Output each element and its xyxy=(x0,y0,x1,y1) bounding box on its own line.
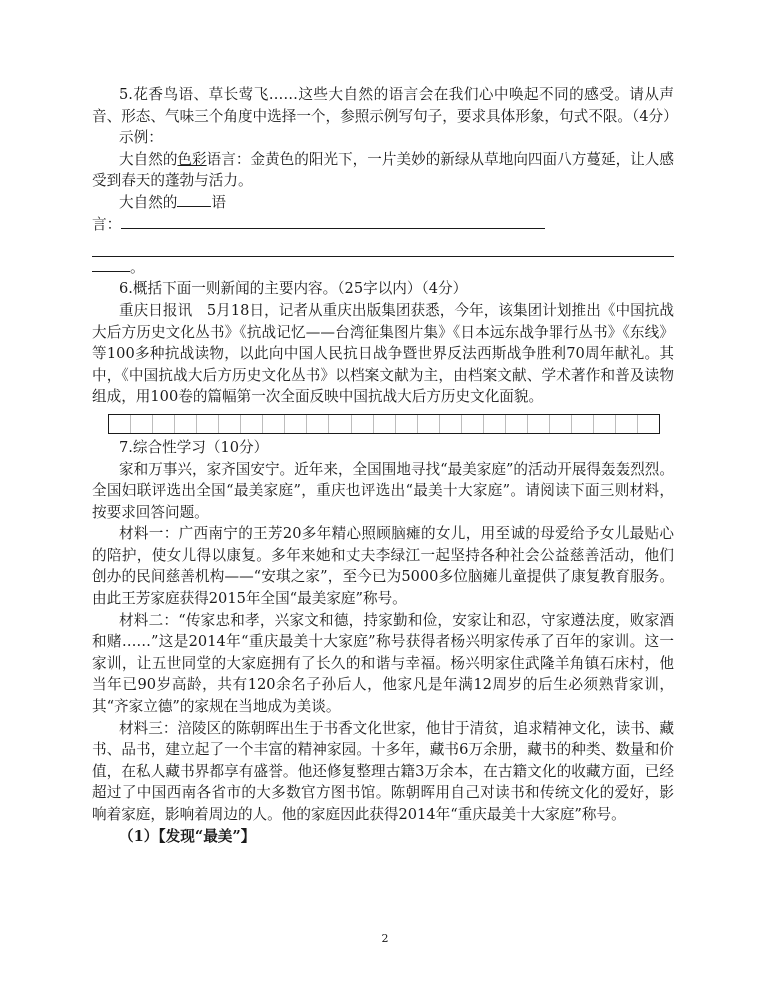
q6-grid-cell[interactable] xyxy=(131,415,153,433)
q5-answer-line1 xyxy=(92,192,674,214)
q6-grid-cell[interactable] xyxy=(352,415,374,433)
q5-answer-line2-text: 言： xyxy=(92,215,122,233)
q7-material-3: 材料三：涪陵区的陈朝晖出生于书香文化世家，他甘于清贫，追求精神文化，读书、藏书、品书，建立起了一个丰富的精神家园。十多年，藏书6万余册，藏书的种类、数量和价值，在私人藏书界都享有盛誉。他还修复整理古籍3万余本，在古籍文化的收藏方面，已经超过了中国西南各省市的大多数官方图书馆。陈朝晖用自己对读书和传统文化的爱好，影响着家庭，影响着周边的人。他的家庭因此获得2014年“重庆最美十大家庭”称号。 xyxy=(92,719,674,823)
q6-grid-cell[interactable] xyxy=(285,415,307,433)
q5-answer-blank-long[interactable] xyxy=(121,214,545,229)
q5-stem: 5.花香鸟语、草长莺飞……这些大自然的语言会在我们心中唤起不同的感受。请从声音、形态、气味三个角度中选择一个，参照示例写句子，要求具体形象，句式不限。（4分） xyxy=(92,86,678,125)
page-number: 2 xyxy=(381,932,389,945)
q7-stem: 7.综合性学习（10分） xyxy=(119,438,269,456)
q7-material-1: 材料一：广西南宁的王芳20多年精心照顾脑瘫的女儿，用至诚的母爱给予女儿最贴心的陪护，使女儿得以康复。多年来她和丈夫李绿江一起坚持各种社会公益慈善活动，他们创办的民间慈善机构——“安琪之家”，至今已为5000多位脑瘫儿童提供了康复教育服务。由此王芳家庭获得2015年全国“最美家庭”称号。 xyxy=(92,525,674,608)
q6-answer-grid[interactable] xyxy=(108,414,660,434)
q6-news: 重庆日报讯 5月18日，记者从重庆出版集团获悉，今年，该集团计划推出《中国抗战大后方历史文化丛书》《抗战记忆——台湾征集图片集》《日本远东战争罪行丛书》《东线》等100多种抗战读物，以此向中国人民抗日战争暨世界反法西斯战争胜利70周年献礼。其中，《中国抗战大后方历史文化丛书》以档案文献为主，由档案文献、学术著作和普及读物组成，用100卷的篇幅第一次全面反映中国抗战大后方历史文化面貌。 xyxy=(92,301,674,406)
q6-grid-cell[interactable] xyxy=(219,415,241,433)
q6-grid-cell[interactable] xyxy=(440,415,462,433)
q5-example xyxy=(92,149,674,192)
q5-example-keyword: 色彩 xyxy=(177,150,207,168)
q6-grid-cell[interactable] xyxy=(638,415,659,433)
q5-answer-line2 xyxy=(92,214,674,236)
q6-grid-cell[interactable] xyxy=(462,415,484,433)
q6-grid-cell[interactable] xyxy=(418,415,440,433)
q6-grid-cell[interactable] xyxy=(594,415,616,433)
q6-grid-cell[interactable] xyxy=(109,415,131,433)
q6-grid-cell[interactable] xyxy=(550,415,572,433)
q6-grid-cell[interactable] xyxy=(241,415,263,433)
q6-stem: 6.概括下面一则新闻的主要内容。（25字以内）（4分） xyxy=(119,280,468,298)
q5-example-rest: 语言：金黄色的阳光下，一片美妙的新绿从草地向四面八方蔓延，让人感受到春天的蓬勃与活力。 xyxy=(92,150,674,190)
q6-grid-cell[interactable] xyxy=(263,415,285,433)
q6-grid-cell[interactable] xyxy=(572,415,594,433)
q6-grid-cell[interactable] xyxy=(616,415,638,433)
q5-answer-line4 xyxy=(92,257,674,279)
q6-grid-cell[interactable] xyxy=(175,415,197,433)
q6-grid-cell[interactable] xyxy=(307,415,329,433)
q6-grid-cell[interactable] xyxy=(197,415,219,433)
q6-grid-cell[interactable] xyxy=(506,415,528,433)
q5-answer-blank-short[interactable] xyxy=(177,192,211,207)
q5-example-label: 示例： xyxy=(119,129,163,147)
q5-answer-blank-tail[interactable] xyxy=(92,257,130,272)
q5-answer-end: 。 xyxy=(130,258,145,276)
q6-grid-cell[interactable] xyxy=(374,415,396,433)
q6-grid-cell[interactable] xyxy=(153,415,175,433)
q6-grid-cell[interactable] xyxy=(329,415,351,433)
q6-grid-cell[interactable] xyxy=(396,415,418,433)
q7-intro: 家和万事兴，家齐国安宁。近年来，全国围地寻找“最美家庭”的活动开展得轰轰烈烈。全国妇联评选出全国“最美家庭”，重庆也评选出“最美十大家庭”。请阅读下面三则材料，按要求回答问题。 xyxy=(92,460,674,521)
q5-example-prefix: 大自然的 xyxy=(119,150,178,168)
q7-material-2: 材料二：“传家忠和孝，兴家文和德，持家勤和俭，安家让和忍，守家遵法度，败家酒和赌……”这是2014年“重庆最美十大家庭”称号获得者杨兴明家传承了百年的家训。这一家训，让五世同堂的大家庭拥有了长久的和谐与幸福。杨兴明家住武隆羊角镇石床村，他当年已90岁高龄，共有120余名子孙后人，他家凡是年满12周岁的后生必须熟背家训，其“齐家立德”的家规在当地成为美谈。 xyxy=(92,611,674,716)
q5-answer-full-line[interactable] xyxy=(92,235,674,257)
page-content xyxy=(92,84,678,847)
q6-grid-cell[interactable] xyxy=(484,415,506,433)
q7-subquestion-1: （1）【发现“最美”】 xyxy=(119,827,256,845)
q5-answer-prefix: 大自然的 xyxy=(119,193,178,211)
q6-grid-cell[interactable] xyxy=(528,415,550,433)
q5-answer-mid: 语 xyxy=(211,193,226,211)
